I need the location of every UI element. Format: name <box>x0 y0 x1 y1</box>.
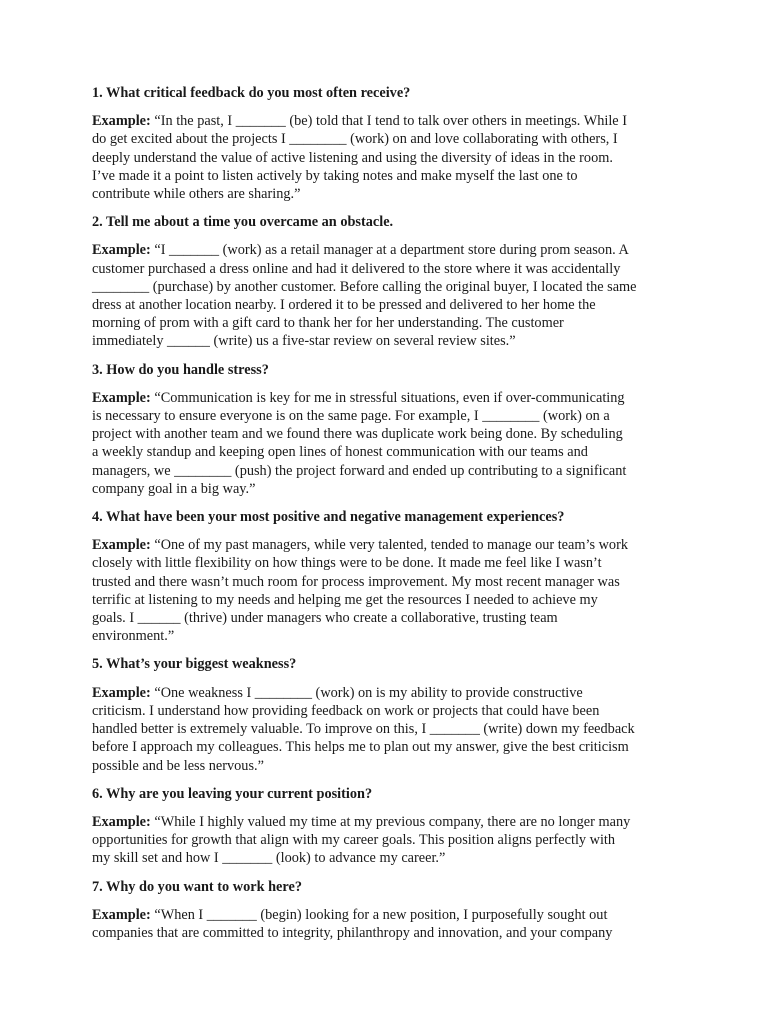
example-answer <box>92 112 676 203</box>
question-heading: 5. What’s your biggest weakness? <box>92 656 297 673</box>
answer-line: “I _______ (work) as a retail manager at a department store during prom season. A <box>154 242 629 259</box>
example-label: Example: <box>92 242 151 259</box>
qa-block-3 <box>92 361 676 498</box>
answer-line: “Communication is key for me in stressful situations, even if over-communicating <box>154 389 625 406</box>
answer-line: “In the past, I _______ (be) told that I tend to talk over others in meetings. While I <box>154 113 627 130</box>
question-heading: 4. What have been your most positive and negative management experiences? <box>92 509 565 526</box>
answer-line: opportunities for growth that align with my career goals. This position aligns perfectly with <box>92 832 616 849</box>
answer-line: criticism. I understand how providing feedback on work or projects that could have been <box>92 702 600 719</box>
answer-line: do get excited about the projects I ________ (work) on and love collaborating with others, I <box>92 131 618 148</box>
example-label: Example: <box>92 113 151 130</box>
answer-line: I’ve made it a point to listen actively by taking notes and make myself the last one to <box>92 167 578 184</box>
answer-line: environment.” <box>92 628 175 645</box>
answer-line: companies that are committed to integrity, philanthropy and innovation, and your company <box>92 924 613 941</box>
example-label: Example: <box>92 389 151 406</box>
answer-line: closely with little flexibility on how things were to be done. It made me feel like I wasn’t <box>92 555 602 572</box>
answer-line: trusted and there wasn’t much room for process improvement. My most recent manager was <box>92 573 620 590</box>
answer-line: a weekly standup and keeping open lines of honest communication with our teams and <box>92 444 588 461</box>
answer-line: “One of my past managers, while very talented, tended to manage our team’s work <box>154 537 628 554</box>
answer-line: ________ (purchase) by another customer. Before calling the original buyer, I located the same <box>92 278 637 295</box>
example-label: Example: <box>92 684 151 701</box>
answer-line: my skill set and how I _______ (look) to advance my career.” <box>92 850 446 867</box>
qa-block-4 <box>92 508 676 645</box>
answer-line: “While I highly valued my time at my previous company, there are no longer many <box>154 813 631 830</box>
example-label: Example: <box>92 906 151 923</box>
question-heading: 7. Why do you want to work here? <box>92 878 302 895</box>
example-answer <box>92 684 676 775</box>
question-heading: 3. How do you handle stress? <box>92 361 269 378</box>
example-answer <box>92 906 676 942</box>
answer-line: before I approach my colleagues. This helps me to plan out my answer, give the best criticism <box>92 739 629 756</box>
example-answer <box>92 536 676 645</box>
answer-line: morning of prom with a gift card to thank her for her understanding. The customer <box>92 315 564 332</box>
example-label: Example: <box>92 813 151 830</box>
answer-line: possible and be less nervous.” <box>92 757 264 774</box>
answer-line: “When I _______ (begin) looking for a new position, I purposefully sought out <box>154 906 608 923</box>
question-heading: 1. What critical feedback do you most often receive? <box>92 85 411 101</box>
answer-line: contribute while others are sharing.” <box>92 186 301 203</box>
qa-block-1 <box>92 84 676 203</box>
answer-line: deeply understand the value of active listening and using the diversity of ideas in the room. <box>92 149 613 166</box>
question-heading: 6. Why are you leaving your current position? <box>92 785 373 802</box>
answer-line: project with another team and we found there was duplicate work being done. By scheduling <box>92 426 623 443</box>
answer-line: managers, we ________ (push) the project forward and ended up contributing to a significant <box>92 462 627 479</box>
answer-line: goals. I ______ (thrive) under managers who create a collaborative, trusting team <box>92 610 558 627</box>
example-answer <box>92 813 676 868</box>
qa-block-6 <box>92 785 676 868</box>
answer-line: handled better is extremely valuable. To improve on this, I _______ (write) down my feedback <box>92 721 635 738</box>
example-answer <box>92 241 676 350</box>
answer-line: is necessary to ensure everyone is on the same page. For example, I ________ (work) on a <box>92 408 610 425</box>
answer-line: “One weakness I ________ (work) on is my ability to provide constructive <box>154 684 583 701</box>
answer-line: immediately ______ (write) us a five-star review on several review sites.” <box>92 333 516 350</box>
qa-block-2 <box>92 213 676 350</box>
answer-line: dress at another location nearby. I ordered it to be pressed and delivered to her home the <box>92 297 596 314</box>
answer-line: company goal in a big way.” <box>92 480 256 497</box>
qa-block-7 <box>92 878 676 943</box>
answer-line: terrific at listening to my needs and helping me get the resources I needed to achieve my <box>92 591 598 608</box>
question-heading: 2. Tell me about a time you overcame an obstacle. <box>92 214 394 231</box>
example-answer <box>92 389 676 498</box>
qa-block-5 <box>92 655 676 774</box>
answer-line: customer purchased a dress online and had it delivered to the store where it was accidentally <box>92 260 621 277</box>
example-label: Example: <box>92 537 151 554</box>
